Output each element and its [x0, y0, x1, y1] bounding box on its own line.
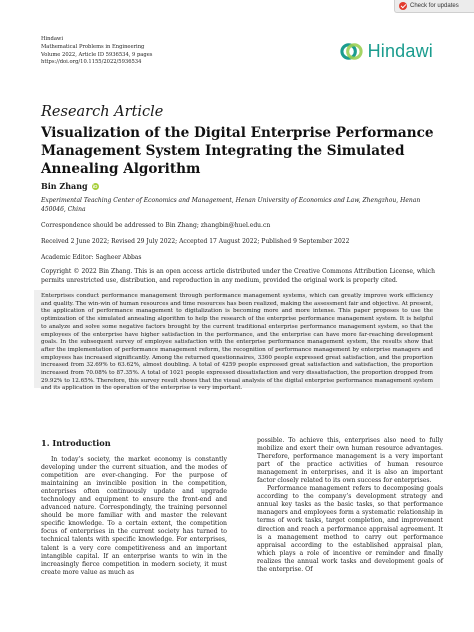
body-paragraph: possible. To achieve this, enterprises also need to fully mobilize and exert their own human resource advantages. Therefore, performance management is a very important part of the practice activities of human resource management in enterprises, and it is also an important factor closely related to its own success for enterprises. — [257, 437, 443, 485]
author-name[interactable]: Bin Zhang — [41, 181, 88, 191]
volume-line: Volume 2022, Article ID 5936534, 9 pages — [41, 51, 153, 58]
checkmark-icon — [399, 2, 407, 10]
body-paragraph: In today’s society, the market economy is constantly developing under the current situation, and the modes of competition are ever-changing. For the purpose of maintaining an invincible position in the competition, enterprises often continuously update and upgrade technology and equipment to ensure the front-end and advanced nature. Correspondingly, the training personnel should be more familiar with and master the relevant specific knowledge. To a certain extent, the competition focus of enterprises in the current society has turned to technical talents with specific knowledge. For enterprises, talent is a very core competitiveness and an important intangible capital. If an enterprise wants to win in the increasingly fierce competition in modern society, it must create more value as much as — [41, 456, 227, 576]
journal-name: Mathematical Problems in Engineering — [41, 43, 145, 50]
journal-meta — [41, 36, 152, 67]
hindawi-logo — [340, 40, 433, 63]
author-row — [41, 181, 99, 191]
abstract-text: Enterprises conduct performance management through performance management systems, which can greatly improve work efficiency and quality. The win-win of human resources and time resources has been realized, making the assessment fair and objective. At present, the application of performance management to digitalization is becoming more and more intense. This paper proposes to use the optimization of the simulated annealing algorithm to help the research of the enterprise performance management system. It is helpful to analyze and solve some negative factors brought by the current traditional enterprise performance management system, so that the employees of the enterprise have higher satisfaction in the performance, and the enterprise can have more far-reaching development goals. In the subsequent survey of employee satisfaction with the enterprise performance management system, the results show that after the implementation of performance management reform, the recognition of performance management by enterprise managers and employees has increased significantly. Among the returned questionnaires, 3360 people expressed great satisfaction, and the proportion increased from 32.69% to 63.62%, almost doubling. A total of 4259 people expressed great satisfaction and satisfaction, the proportion increased from 70.08% to 87.35%. A total of 1021 people expressed dissatisfaction and very dissatisfaction, the proportion dropped from 29.92% to 12.65%. Therefore, this survey result shows that the visual analysis of the digital enterprise performance management system and its application in the operation of the enterprise is very important. — [41, 293, 433, 392]
correspondence: Correspondence should be addressed to Bin Zhang; zhangbin@huel.edu.cn — [41, 222, 271, 229]
hindawi-logo-icon — [340, 40, 363, 63]
abstract-box — [34, 290, 440, 392]
article-title: Visualization of the Digital Enterprise Performance Management System Integrating the Simulated Annealing Algorithm — [41, 125, 434, 177]
body-column-left — [41, 456, 227, 577]
doi-link[interactable]: https://doi.org/10.1155/2022/5936534 — [41, 59, 142, 66]
affiliation: Experimental Teaching Center of Economics and Management, Henan University of Economics and Law, Zhengzhou, Henan 450046, China — [41, 197, 421, 213]
logo-text: Hindawi — [367, 41, 433, 61]
body-paragraph: Performance management refers to decomposing goals according to the company’s development strategy and annual key tasks as the basic tasks, so that performance managers and employees form a systematic relationship in terms of work tasks, target completion, and improvement direction and reach a performance appraisal agreement. It is a management method to carry out performance appraisal according to the established appraisal plan, which plays a role of incentive or reminder and finally realizes the annual work tasks and development goals of the enterprise. Of — [257, 485, 443, 573]
publisher-name: Hindawi — [41, 36, 64, 42]
academic-editor: Academic Editor: Sagheer Abbas — [41, 254, 142, 261]
check-for-updates-label: Check for updates — [410, 3, 459, 9]
orcid-icon[interactable]: iD — [92, 183, 98, 189]
body-column-right — [257, 437, 443, 574]
section-heading-introduction: 1. Introduction — [41, 438, 111, 448]
article-dates: Received 2 June 2022; Revised 29 July 2022; Accepted 17 August 2022; Published 9 September 2022 — [41, 238, 350, 245]
article-type: Research Article — [41, 104, 164, 120]
copyright-notice: Copyright © 2022 Bin Zhang. This is an open access article distributed under the Creative Commons Attribution License, which permits unrestricted use, distribution, and reproduction in any medium, provided the original work is properly cited. — [41, 268, 435, 284]
check-for-updates-badge[interactable] — [394, 0, 474, 13]
